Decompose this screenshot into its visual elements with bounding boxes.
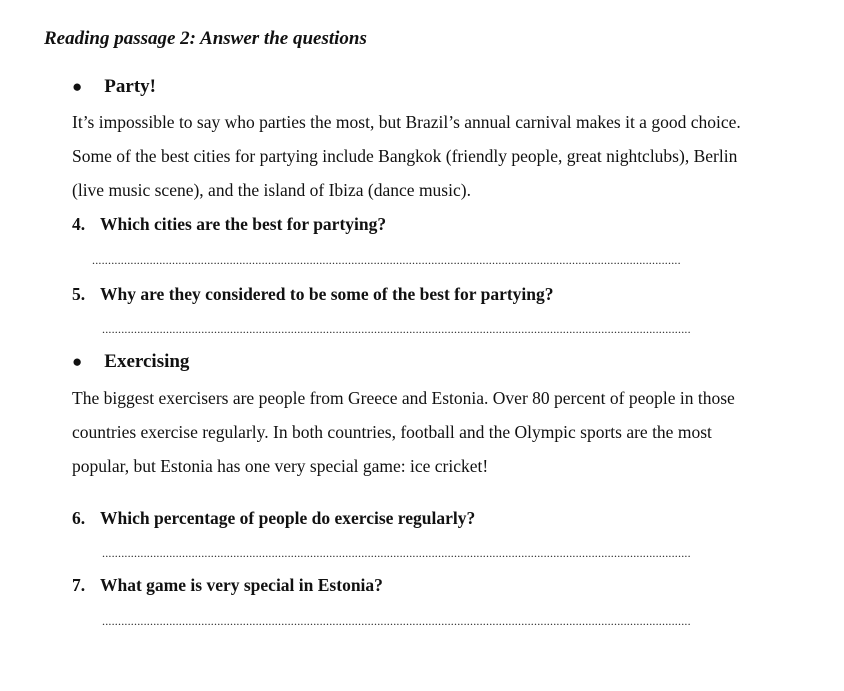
paragraph-line: (live music scene), and the island of Ibiza (dance music). [72,180,471,200]
section-heading-label: Party! [104,76,156,97]
page-title: Reading passage 2: Answer the questions [44,28,367,49]
question-number: 6. [72,508,86,528]
bullet-icon: ● [72,77,83,96]
answer-line-5[interactable]: ........................................................................................................................................................................................ [102,322,691,336]
paragraph-line: popular, but Estonia has one very special game: ice cricket! [72,456,489,476]
bullet-icon: ● [72,352,83,371]
question-5 [72,284,554,305]
question-7 [72,575,383,596]
section-heading-label: Exercising [104,351,190,372]
paragraph-line: The biggest exercisers are people from Greece and Estonia. Over 80 percent of people in those [72,388,735,408]
question-6 [72,508,475,529]
question-text: Which percentage of people do exercise regularly? [100,508,476,528]
question-4 [72,214,386,235]
question-text: What game is very special in Estonia? [100,575,383,595]
paragraph-line: Some of the best cities for partying include Bangkok (friendly people, great nightclubs), Berlin [72,146,738,166]
section-heading-exercising [72,351,189,373]
answer-line-6[interactable]: ........................................................................................................................................................................................ [102,546,691,560]
section-heading-party [72,76,156,98]
question-number: 7. [72,575,86,595]
question-number: 5. [72,284,86,304]
answer-line-7[interactable]: ........................................................................................................................................................................................ [102,614,691,628]
answer-line-4[interactable]: ........................................................................................................................................................................................ [92,253,681,267]
paragraph-line: countries exercise regularly. In both countries, football and the Olympic sports are the most [72,422,712,442]
question-text: Which cities are the best for partying? [100,214,387,234]
question-number: 4. [72,214,86,234]
paragraph-line: It’s impossible to say who parties the most, but Brazil’s annual carnival makes it a good choice. [72,112,741,132]
question-text: Why are they considered to be some of the best for partying? [100,284,554,304]
